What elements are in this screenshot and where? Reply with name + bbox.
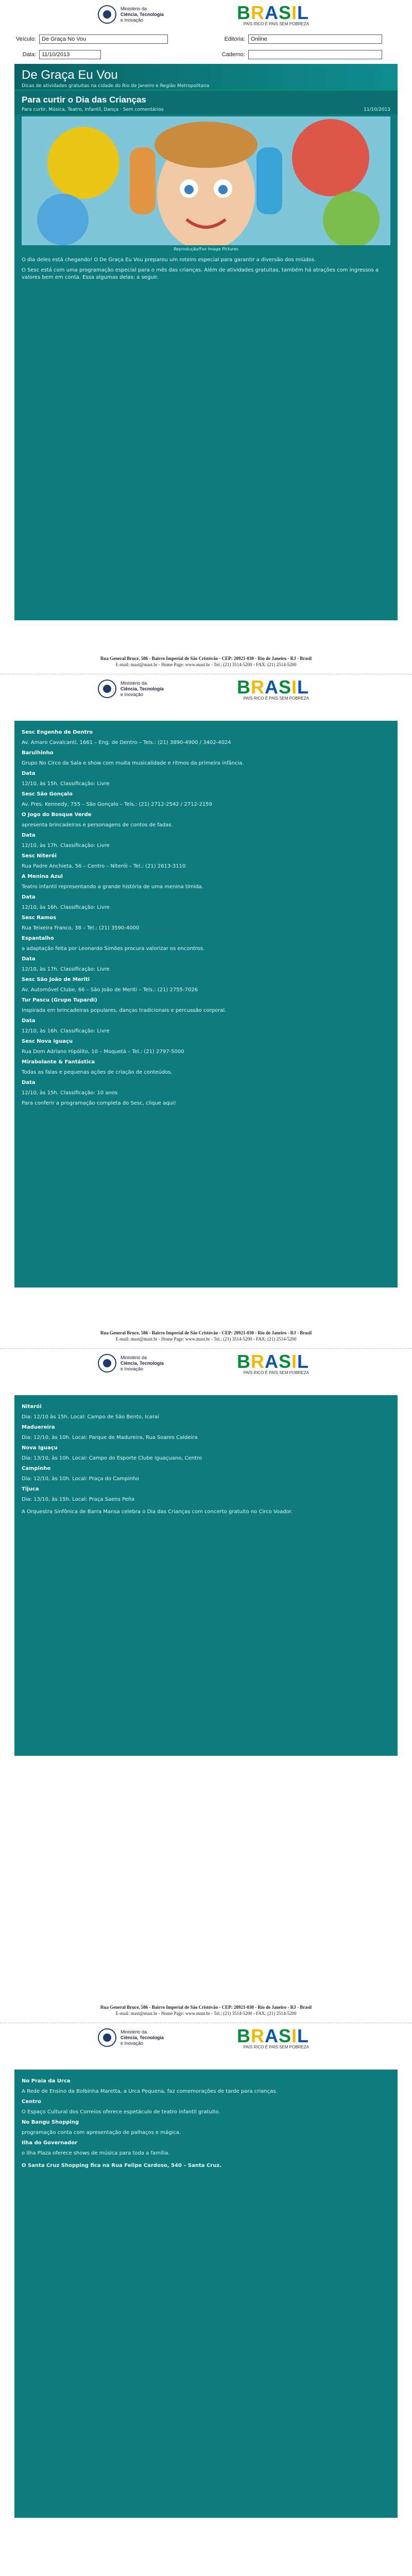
ministry-line-1: Ministério da — [121, 1354, 147, 1360]
location-title: Maduereira — [22, 1425, 55, 1430]
event-title: Tur Pascu (Grupo Tupardi) — [22, 997, 97, 1003]
event-date: 12/10, às 15h. Classificação: 10 anos — [22, 1090, 118, 1096]
event-title: Barulhinho — [22, 750, 54, 756]
ministry-logo — [98, 2028, 164, 2047]
event-text: apresenta brincadeiras e personagens de contos de fadas. — [22, 822, 173, 828]
event-title: A Menina Azul — [22, 874, 63, 879]
child-painted-hands-photo — [22, 116, 390, 245]
brasil-logo — [237, 4, 309, 26]
ministry-line-3: e Inovação — [121, 691, 144, 697]
ministry-line-2: Ciência, Tecnologia — [121, 1360, 164, 1366]
brasil-letter: A — [264, 676, 279, 698]
venue-title: Sesc São Gonçalo — [22, 791, 73, 797]
ministry-line-3: e Inovação — [121, 1366, 144, 1371]
site-subtitle: Dicas de atividades gratuitas na cidade do Rio de Janeiro e Região Metropolitana — [22, 83, 210, 89]
page-footer — [0, 2004, 412, 2016]
article-body — [14, 255, 398, 290]
article-panel — [14, 721, 398, 1287]
photo-caption: Reprodução/Fox Image Pictures — [174, 247, 238, 251]
article-byline: Para curtir, Música, Teatro, Infantil, Dança · Sem comentários — [22, 107, 164, 112]
brasil-letter: R — [250, 2, 265, 23]
venue-title: Sesc Nova Iguaçu — [22, 1039, 73, 1044]
page-footer — [0, 655, 412, 668]
event-date-label: Data — [22, 956, 36, 962]
brasil-letter: I — [291, 1351, 297, 1372]
brasil-letter: B — [236, 1351, 251, 1372]
brasil-letter: L — [297, 676, 309, 698]
brasil-letter: R — [250, 2025, 265, 2046]
ministry-logo — [98, 1354, 164, 1372]
section-title: No Praia da Urca — [22, 2078, 71, 2084]
event-date-label: Data — [22, 771, 36, 776]
location-title: Campinho — [22, 1466, 51, 1471]
venue-title: Sesc Ramos — [22, 915, 57, 921]
event-date-label: Data — [22, 894, 36, 900]
event-text: Teatro infantil representando a grande história de uma menina tímida. — [22, 884, 203, 890]
ministry-emblem-icon — [98, 2028, 116, 2047]
brasil-letter: L — [297, 2025, 309, 2046]
event-title: Mirabolante & Fantástica — [22, 1059, 95, 1065]
ministry-line-2: Ciência, Tecnologia — [121, 686, 164, 691]
page-header — [0, 674, 412, 706]
venue-text: Rua Teixeira Franco, 38 – Tel.: (21) 3590-4000 — [22, 925, 140, 931]
ministry-logo — [98, 680, 164, 698]
event-date: 12/10, às 15h. Classificação: Livre — [22, 781, 110, 787]
brasil-letter: A — [264, 2, 279, 23]
location-text: Dia: 12/10, às 10h. Local: Parque de Madureira, Rua Soares Caldeira — [22, 1435, 198, 1440]
venue-title: Sesc Engenho de Dentro — [22, 730, 93, 735]
page-2 — [0, 674, 412, 1349]
event-date: 12/10, às 16h. Classificação: Livre — [22, 1028, 110, 1034]
brasil-letter: B — [236, 676, 251, 698]
brasil-letter: R — [250, 676, 265, 698]
venue-text: Av. Automóvel Clube, 66 – São João de Meriti – Tels.: (21) 2755-7026 — [22, 987, 198, 993]
brasil-logo — [237, 2027, 309, 2049]
page-header — [0, 2023, 412, 2055]
veiculo-field[interactable]: De Graça No Vou — [39, 35, 168, 44]
page-footer — [0, 1330, 412, 1342]
closing-text: A Orquestra Sinfônica de Barra Mansa celebra o Dia das Crianças com concerto gratuito no Circo Voador. — [22, 1509, 293, 1515]
section-title: Centro — [22, 2099, 41, 2105]
page-header — [0, 0, 412, 32]
brasil-logo — [237, 1353, 309, 1375]
editoria-label: Editoria: — [224, 36, 245, 42]
article-body — [14, 721, 398, 1115]
ministry-line-1: Ministério da — [121, 6, 147, 11]
article-date: 11/10/2013 — [364, 107, 390, 112]
closing-link-text[interactable]: Para conferir a programação completa do Sesc, clique aqui! — [22, 1100, 176, 1106]
event-text: Inspirada em brincadeiras populares, danças tradicionais e percussão corporal. — [22, 1008, 227, 1013]
venue-title: Sesc Niterói — [22, 853, 57, 859]
location-text: Dia: 12/10 às 15h. Local: Campo de São Bento, Icaraí — [22, 1414, 159, 1420]
ministry-emblem-icon — [98, 680, 116, 698]
ministry-line-3: e Inovação — [121, 17, 144, 23]
event-date: 12/10, às 17h. Classificação: Livre — [22, 967, 110, 972]
brasil-tagline: PAÍS RICO É PAÍS SEM POBREZA — [243, 1370, 309, 1375]
location-title: Niterói — [22, 1404, 42, 1410]
page-4 — [0, 2023, 412, 2576]
footer-address: Rua General Bruce, 586 - Bairro Imperial de São Cristóvão - CEP: 20921-030 - Rio de Janeiro - RJ - Brasil — [100, 656, 312, 661]
photo-illustration — [22, 116, 390, 245]
section-text: A Rede de Ensino da Bolbinha Maretta, a Urca Pequena, faz comemorações de tarde para crianças. — [22, 2089, 278, 2094]
brasil-letter: S — [278, 2, 291, 23]
site-banner — [14, 64, 398, 91]
event-title: Espantalho — [22, 936, 54, 941]
brasil-letter: A — [264, 2025, 279, 2046]
page-header — [0, 1349, 412, 1381]
venue-text: Rua Dom Adriano Hipólito, 10 – Moquetá – Tel.: (21) 2797-5000 — [22, 1049, 184, 1055]
event-date-label: Data — [22, 833, 36, 838]
article-panel — [14, 1395, 398, 1756]
data-label: Data: — [22, 52, 36, 58]
footer-address: Rua General Bruce, 586 - Bairro Imperial de São Cristóvão - CEP: 20921-030 - Rio de Janeiro - RJ - Brasil — [100, 1330, 312, 1335]
data-field[interactable]: 11/10/2013 — [39, 50, 101, 59]
brasil-letter: S — [278, 1351, 291, 1372]
brasil-letter: S — [278, 676, 291, 698]
brasil-tagline: PAÍS RICO É PAÍS SEM POBREZA — [243, 696, 309, 701]
venue-title: Sesc São João de Meriti — [22, 977, 90, 982]
ministry-emblem-icon — [98, 1354, 116, 1372]
article-paragraph: O Sesc está com uma programação especial para o mês das crianças. Além de atividades gratuitas, também há atrações com ingressos a valores bem em conta. Essa algumas delas: a seguir. — [22, 267, 379, 280]
footer-contact: E-mail: mast@mast.br - Home Page: www.mast.br - Tel.: (21) 3514-5200 - FAX: (21) 2514-5200 — [115, 2011, 297, 2016]
event-text: Grupo No Circo da Sala e show com muita musicalidade e ritmos da primeira infância. — [22, 760, 244, 766]
venue-text: Av. Pres. Kennedy, 755 – São Gonçalo – Tels.: (21) 2712-2542 / 2712-2159 — [22, 802, 212, 807]
brasil-letter: A — [264, 1351, 279, 1372]
section-text: programação conta com apresentação de palhaços e mágica. — [22, 2130, 181, 2136]
venue-text: Av. Amaro Cavalcanti, 1661 – Eng. de Dentro – Tels.: (21) 3890-4900 / 3402-4024 — [22, 740, 231, 745]
brasil-logo — [236, 676, 309, 701]
closing-text: O Santa Cruz Shopping fica na Rua Felipe Cardoso, 540 – Santa Cruz. — [22, 2163, 221, 2168]
section-text: o Ilha Plaza oferece shows de música para toda a família. — [22, 2150, 170, 2156]
page-3 — [0, 1349, 412, 2023]
ministry-line-2: Ciência, Tecnologia — [121, 11, 164, 17]
article-body — [14, 1395, 398, 1524]
ministry-line-1: Ministério da — [121, 680, 147, 686]
ministry-logo — [98, 5, 164, 24]
location-text: Dia: 12/10, às 10h. Local: Praça do Campinho — [22, 1476, 140, 1482]
location-text: Dia: 13/10, às 15h. Local: Praça Saens Peña — [22, 1497, 135, 1502]
venue-text: Rua Padre Anchieta, 56 – Centro – Niterói – Tel.: (21) 2613-3110 — [22, 863, 186, 869]
section-title: No Bangu Shopping — [22, 2120, 79, 2125]
ministry-line-1: Ministério da — [121, 2029, 147, 2035]
ministry-line-2: Ciência, Tecnologia — [121, 2035, 164, 2040]
event-text: Todas as falas e pequenas ações de criação de conteúdos. — [22, 1070, 173, 1075]
brasil-tagline: PAÍS RICO É PAÍS SEM POBREZA — [243, 2045, 309, 2049]
brasil-letter: L — [297, 2, 309, 23]
article-body — [14, 2070, 398, 2178]
event-title: O Jogo do Bosque Verde — [22, 812, 92, 818]
footer-contact: E-mail: mast@mast.br - Home Page: www.mast.br - Tel.: (21) 3514-5200 - FAX: (21) 2514-5200 — [115, 1336, 297, 1342]
brasil-letter: I — [291, 2025, 297, 2046]
veiculo-label: Veículo: — [15, 36, 36, 42]
event-date: 12/10, às 16h. Classificação: Livre — [22, 905, 110, 910]
footer-contact: E-mail: mast@mast.br - Home Page: www.mast.br - Tel.: (21) 3514-5200 - FAX: (21) 2514-5200 — [115, 662, 297, 667]
brasil-letter: I — [291, 676, 297, 698]
brasil-letter: R — [250, 1351, 265, 1372]
caderno-label: Caderno: — [221, 52, 245, 58]
ministry-line-3: e Inovação — [121, 2040, 144, 2046]
section-text: O Espaço Cultural dos Correios oferece espetáculo de teatro infantil gratuito. — [22, 2109, 220, 2115]
location-text: Dia: 13/10, às 10h. Local: Campo do Esporte Clube Iguaçuano, Centro — [22, 1455, 202, 1461]
event-date: 12/10, às 17h. Classificação: Livre — [22, 843, 110, 849]
article-paragraph: O dia deles está chegando! O De Graça Eu Vou preparou um roteiro especial para garantir a diversão dos miúdos. — [22, 257, 316, 263]
ministry-emblem-icon — [98, 5, 116, 24]
event-date-label: Data — [22, 1080, 36, 1086]
brasil-letter: B — [236, 2, 251, 23]
event-text: a adaptação feita por Leonardo Simões procura valorizar os encontros. — [22, 946, 205, 952]
editoria-field[interactable]: Online — [248, 35, 382, 44]
page-1 — [0, 0, 412, 674]
article-panel — [14, 2070, 398, 2518]
brasil-tagline: PAÍS RICO É PAÍS SEM POBREZA — [243, 22, 309, 26]
caderno-field[interactable] — [248, 50, 382, 59]
location-title: Tijuca — [22, 1486, 39, 1492]
section-title: Ilha do Governador — [22, 2140, 78, 2146]
location-title: Nova Iguaçu — [22, 1445, 58, 1451]
clipping-metadata — [14, 33, 398, 61]
brasil-letter: I — [291, 2, 297, 23]
article-headline: Para curtir o Dia das Crianças — [22, 95, 146, 105]
article-header — [14, 91, 398, 114]
brasil-letter: L — [297, 1351, 309, 1372]
site-title: De Graça Eu Vou — [22, 68, 118, 82]
footer-address: Rua General Bruce, 586 - Bairro Imperial de São Cristóvão - CEP: 20921-030 - Rio de Janeiro - RJ - Brasil — [100, 2005, 312, 2010]
brasil-letter: B — [236, 2025, 251, 2046]
brasil-letter: S — [278, 2025, 291, 2046]
article-panel — [14, 64, 398, 620]
event-date-label: Data — [22, 1018, 36, 1024]
